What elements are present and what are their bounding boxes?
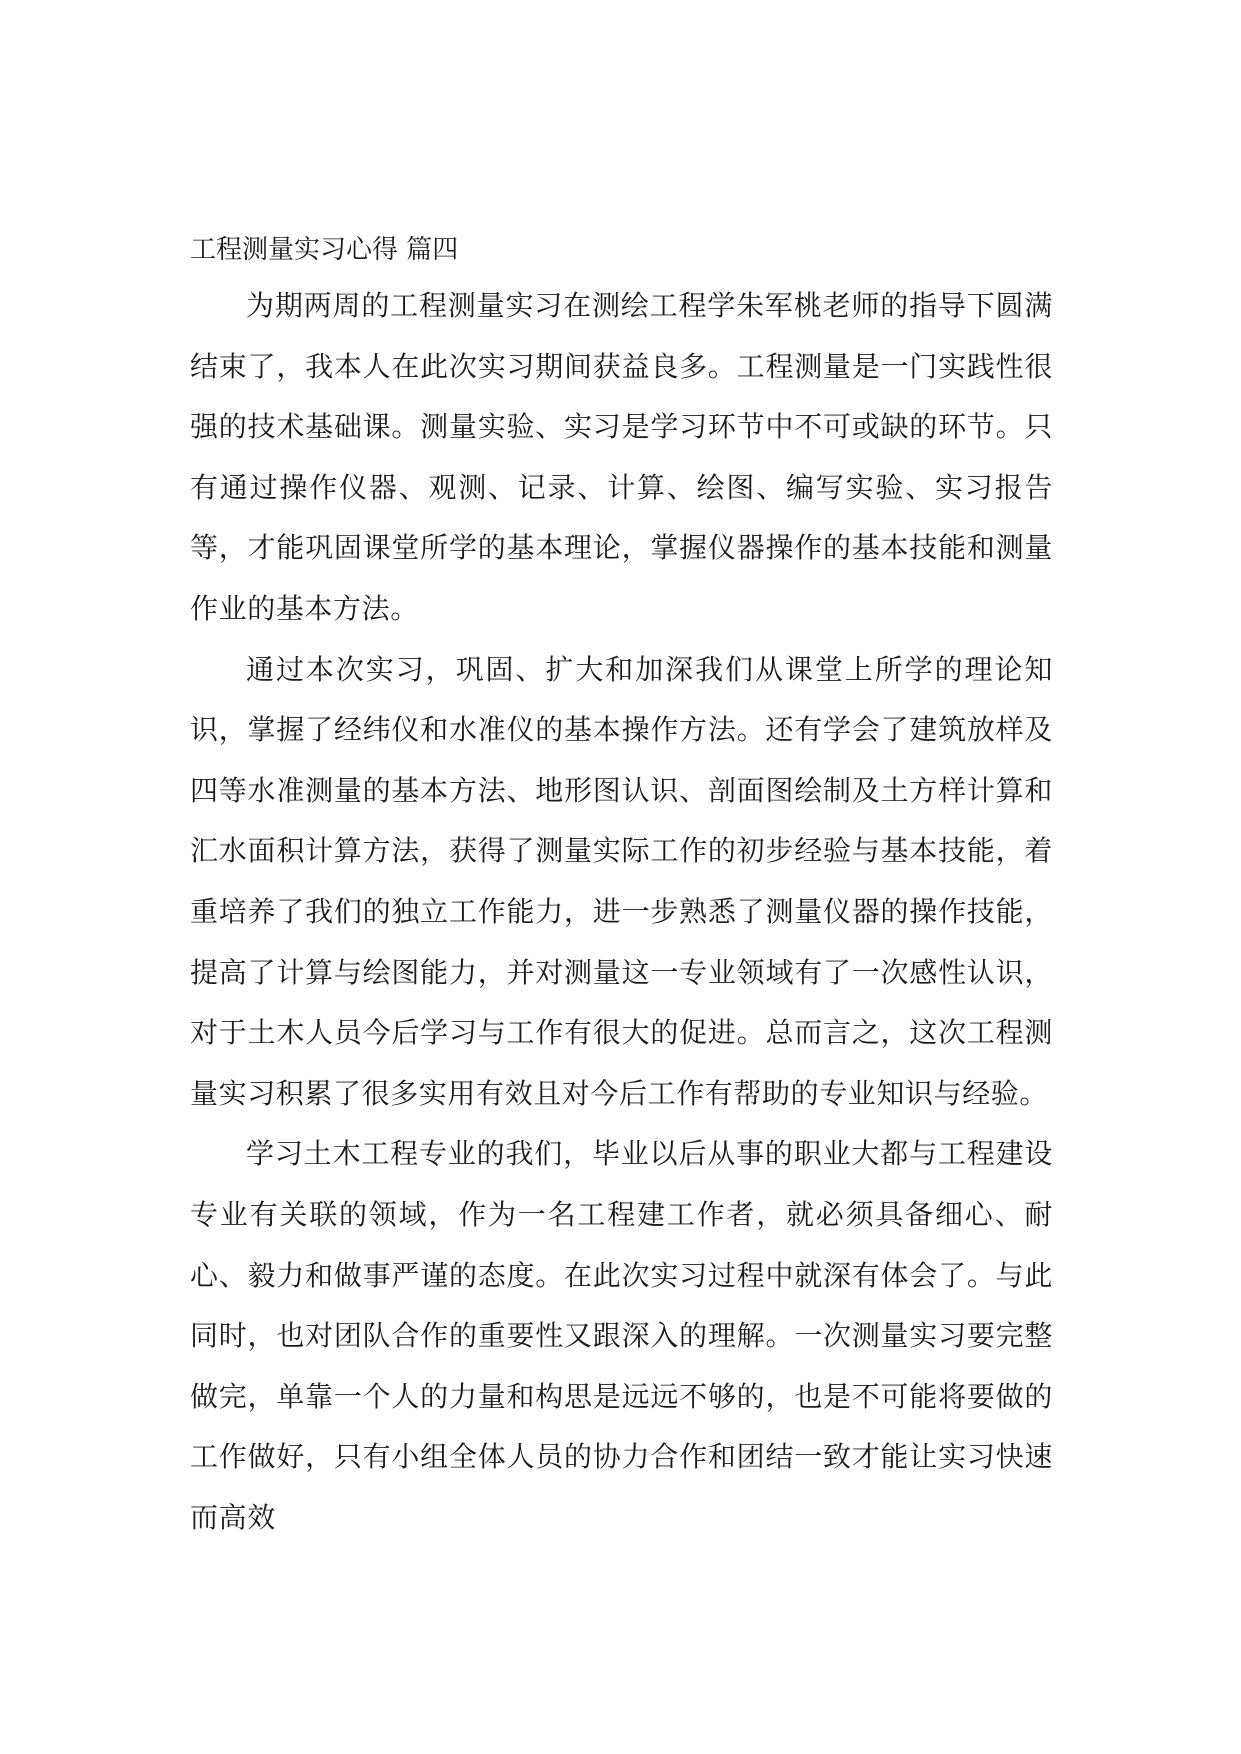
document-body <box>190 224 1053 1548</box>
paragraph-3: 学习土木工程专业的我们，毕业以后从事的职业大都与工程建设专业有关联的领域，作为一名工程建工作者，就必须具备细心、耐心、毅力和做事严谨的态度。在此次实习过程中就深有体会了。与此同时，也对团队合作的重要性又跟深入的理解。一次测量实习要完整做完，单靠一个人的力量和构思是远远不够的，也是不可能将要做的工作做好，只有小组全体人员的协力合作和团结一致才能让实习快速而高效 <box>190 1137 1053 1534</box>
document-title: 工程测量实习心得 篇四 <box>190 235 459 265</box>
paragraph-2: 通过本次实习，巩固、扩大和加深我们从课堂上所学的理论知识，掌握了经纬仪和水准仪的基本操作方法。还有学会了建筑放样及四等水准测量的基本方法、地形图认识、剖面图绘制及土方样计算和汇水面积计算方法，获得了测量实际工作的初步经验与基本技能，着重培养了我们的独立工作能力，进一步熟悉了测量仪器的操作技能，提高了计算与绘图能力，并对测量这一专业领域有了一次感性认识，对于土木人员今后学习与工作有很大的促进。总而言之，这次工程测量实习积累了很多实用有效且对今后工作有帮助的专业知识与经验。 <box>190 652 1053 1110</box>
paragraph-1: 为期两周的工程测量实习在测绘工程学朱军桃老师的指导下圆满结束了，我本人在此次实习期间获益良多。工程测量是一门实践性很强的技术基础课。测量实验、实习是学习环节中不可或缺的环节。只有通过操作仪器、观测、记录、计算、绘图、编写实验、实习报告等，才能巩固课堂所学的基本理论，掌握仪器操作的基本技能和测量作业的基本方法。 <box>190 289 1053 625</box>
